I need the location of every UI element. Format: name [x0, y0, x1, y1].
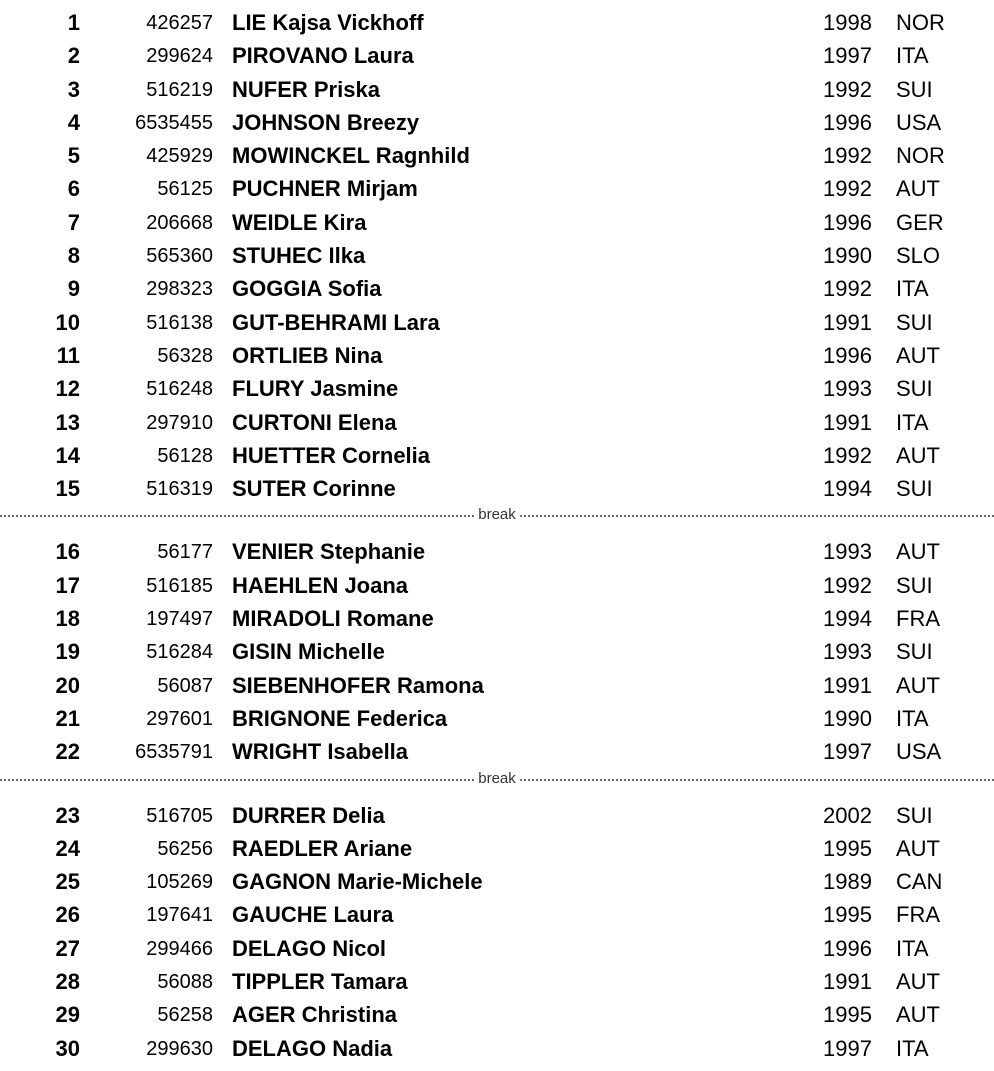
athlete-name: SUTER Corinne [232, 476, 396, 502]
athlete-name: MIRADOLI Romane [232, 606, 434, 632]
list-row [0, 832, 994, 865]
list-row [0, 998, 994, 1031]
fis-code: 516284 [146, 641, 213, 664]
list-row [0, 735, 994, 768]
nation-code: FRA [896, 606, 940, 632]
start-list [0, 6, 994, 1065]
nation-code: FRA [896, 902, 940, 928]
birth-year: 1997 [823, 739, 872, 765]
list-row [0, 669, 994, 702]
nation-code: AUT [896, 835, 940, 861]
list-row [0, 965, 994, 998]
list-row [0, 932, 994, 965]
fis-code: 516248 [146, 378, 213, 401]
birth-year: 1996 [823, 209, 872, 235]
list-row [0, 865, 994, 898]
fis-code: 197497 [146, 608, 213, 631]
list-row [0, 73, 994, 106]
athlete-name: GUT-BEHRAMI Lara [232, 309, 440, 335]
bib-number: 5 [67, 143, 80, 169]
fis-code: 298323 [146, 278, 213, 301]
birth-year: 1991 [823, 309, 872, 335]
birth-year: 1994 [823, 606, 872, 632]
athlete-name: HUETTER Cornelia [232, 442, 431, 468]
athlete-name: SIEBENHOFER Ramona [232, 672, 484, 698]
athlete-name: DURRER Delia [232, 802, 385, 828]
fis-code: 297910 [146, 411, 213, 434]
list-row [0, 799, 994, 832]
athlete-name: MOWINCKEL Ragnhild [232, 143, 470, 169]
birth-year: 1996 [823, 109, 872, 135]
bib-number: 4 [67, 109, 80, 135]
nation-code: AUT [896, 672, 940, 698]
birth-year: 1995 [823, 902, 872, 928]
nation-code: CAN [896, 869, 943, 895]
athlete-name: AGER Christina [232, 1002, 398, 1028]
fis-code: 56128 [157, 444, 213, 467]
nation-code: ITA [896, 43, 929, 69]
birth-year: 1991 [823, 969, 872, 995]
birth-year: 1998 [823, 10, 872, 35]
bib-number: 15 [55, 476, 80, 502]
list-row [0, 569, 994, 602]
list-row [0, 306, 994, 339]
athlete-name: BRIGNONE Federica [232, 705, 448, 731]
list-row [0, 206, 994, 239]
nation-code: SUI [896, 802, 933, 828]
athlete-name: CURTONI Elena [232, 409, 397, 435]
fis-code: 6535455 [135, 111, 213, 134]
athlete-name: JOHNSON Breezy [232, 109, 420, 135]
bib-number: 26 [55, 902, 80, 928]
list-row [0, 239, 994, 272]
nation-code: GER [896, 209, 944, 235]
athlete-name: STUHEC Ilka [232, 243, 366, 269]
bib-number: 3 [67, 76, 80, 102]
athlete-name: WEIDLE Kira [232, 209, 367, 235]
nation-code: SLO [896, 243, 941, 269]
fis-code: 56256 [157, 837, 213, 860]
birth-year: 1996 [823, 342, 872, 368]
list-row [0, 172, 994, 205]
bib-number: 28 [55, 969, 80, 995]
athlete-name: VENIER Stephanie [232, 539, 426, 565]
fis-code: 516705 [146, 804, 213, 827]
list-row [0, 139, 994, 172]
nation-code: SUI [896, 476, 933, 502]
athlete-name: PIROVANO Laura [232, 43, 414, 69]
nation-code: USA [896, 109, 942, 135]
nation-code: SUI [896, 376, 933, 402]
athlete-name: GOGGIA Sofia [232, 276, 382, 302]
fis-code: 56258 [157, 1004, 213, 1027]
bib-number: 16 [55, 539, 80, 565]
bib-number: 27 [55, 935, 80, 961]
birth-year: 1993 [823, 376, 872, 402]
nation-code: NOR [896, 10, 945, 35]
athlete-name: DELAGO Nadia [232, 1035, 393, 1061]
birth-year: 1997 [823, 1035, 872, 1061]
nation-code: AUT [896, 342, 940, 368]
list-row [0, 702, 994, 735]
fis-code: 105269 [146, 871, 213, 894]
birth-year: 1995 [823, 835, 872, 861]
fis-code: 565360 [146, 245, 213, 268]
birth-year: 1991 [823, 409, 872, 435]
nation-code: ITA [896, 409, 929, 435]
bib-number: 7 [67, 209, 80, 235]
fis-code: 197641 [146, 904, 213, 927]
bib-number: 13 [55, 409, 80, 435]
fis-code: 516138 [146, 311, 213, 334]
nation-code: ITA [896, 705, 929, 731]
fis-code: 516185 [146, 574, 213, 597]
nation-code: NOR [896, 143, 945, 169]
birth-year: 1997 [823, 43, 872, 69]
nation-code: ITA [896, 276, 929, 302]
fis-code: 56177 [157, 541, 213, 564]
nation-code: USA [896, 739, 942, 765]
fis-code: 299630 [146, 1037, 213, 1060]
bib-number: 10 [55, 309, 80, 335]
nation-code: ITA [896, 1035, 929, 1061]
bib-number: 21 [55, 705, 80, 731]
athlete-name: ORTLIEB Nina [232, 342, 383, 368]
list-row [0, 6, 994, 39]
list-row [0, 106, 994, 139]
birth-year: 1992 [823, 442, 872, 468]
nation-code: AUT [896, 539, 940, 565]
athlete-name: GAUCHE Laura [232, 902, 394, 928]
list-row [0, 272, 994, 305]
list-row [0, 602, 994, 635]
athlete-name: FLURY Jasmine [232, 376, 399, 402]
list-row [0, 372, 994, 405]
athlete-name: DELAGO Nicol [232, 935, 387, 961]
list-row [0, 635, 994, 668]
fis-code: 299466 [146, 937, 213, 960]
fis-code: 56125 [157, 178, 213, 201]
bib-number: 9 [67, 276, 80, 302]
fis-code: 425929 [146, 145, 213, 168]
athlete-name: LIE Kajsa Vickhoff [232, 10, 424, 35]
nation-code: SUI [896, 572, 933, 598]
list-row [0, 439, 994, 472]
athlete-name: GAGNON Marie-Michele [232, 869, 483, 895]
list-row [0, 898, 994, 931]
bib-number: 18 [55, 606, 80, 632]
birth-year: 1991 [823, 672, 872, 698]
bib-number: 25 [55, 869, 80, 895]
birth-year: 1992 [823, 76, 872, 102]
bib-number: 30 [55, 1035, 80, 1061]
birth-year: 1993 [823, 639, 872, 665]
nation-code: AUT [896, 442, 940, 468]
fis-code: 56328 [157, 344, 213, 367]
list-row [0, 339, 994, 372]
bib-number: 20 [55, 672, 80, 698]
athlete-name: TIPPLER Tamara [232, 969, 408, 995]
break-label: break [474, 505, 520, 525]
nation-code: SUI [896, 309, 933, 335]
birth-year: 1994 [823, 476, 872, 502]
birth-year: 1992 [823, 143, 872, 169]
fis-code: 426257 [146, 12, 213, 34]
birth-year: 1992 [823, 176, 872, 202]
bib-number: 24 [55, 835, 80, 861]
nation-code: SUI [896, 76, 933, 102]
break-separator [0, 769, 994, 799]
bib-number: 14 [55, 442, 80, 468]
bib-number: 22 [55, 739, 80, 765]
nation-code: AUT [896, 1002, 940, 1028]
birth-year: 1990 [823, 243, 872, 269]
bib-number: 12 [55, 376, 80, 402]
birth-year: 1989 [823, 869, 872, 895]
bib-number: 11 [56, 342, 80, 368]
birth-year: 2002 [823, 802, 872, 828]
fis-code: 516219 [146, 78, 213, 101]
birth-year: 1993 [823, 539, 872, 565]
fis-code: 206668 [146, 211, 213, 234]
list-row [0, 1032, 994, 1065]
bib-number: 19 [55, 639, 80, 665]
nation-code: SUI [896, 639, 933, 665]
athlete-name: WRIGHT Isabella [232, 739, 409, 765]
bib-number: 1 [67, 10, 80, 35]
fis-code: 516319 [146, 478, 213, 501]
fis-code: 299624 [146, 45, 213, 68]
athlete-name: NUFER Priska [232, 76, 380, 102]
athlete-name: RAEDLER Ariane [232, 835, 413, 861]
fis-code: 297601 [146, 707, 213, 730]
athlete-name: PUCHNER Mirjam [232, 176, 418, 202]
break-label: break [474, 769, 520, 789]
list-row [0, 39, 994, 72]
bib-number: 6 [67, 176, 80, 202]
birth-year: 1995 [823, 1002, 872, 1028]
fis-code: 6535791 [135, 741, 213, 764]
athlete-name: HAEHLEN Joana [232, 572, 409, 598]
birth-year: 1992 [823, 276, 872, 302]
break-separator [0, 505, 994, 535]
bib-number: 8 [67, 243, 80, 269]
athlete-name: GISIN Michelle [232, 639, 385, 665]
nation-code: ITA [896, 935, 929, 961]
bib-number: 23 [55, 802, 80, 828]
fis-code: 56088 [157, 971, 213, 994]
bib-number: 2 [67, 43, 80, 69]
birth-year: 1992 [823, 572, 872, 598]
birth-year: 1996 [823, 935, 872, 961]
fis-code: 56087 [157, 674, 213, 697]
nation-code: AUT [896, 176, 940, 202]
list-row [0, 535, 994, 568]
bib-number: 17 [55, 572, 80, 598]
list-row [0, 472, 994, 505]
list-row [0, 406, 994, 439]
birth-year: 1990 [823, 705, 872, 731]
bib-number: 29 [55, 1002, 80, 1028]
nation-code: AUT [896, 969, 940, 995]
